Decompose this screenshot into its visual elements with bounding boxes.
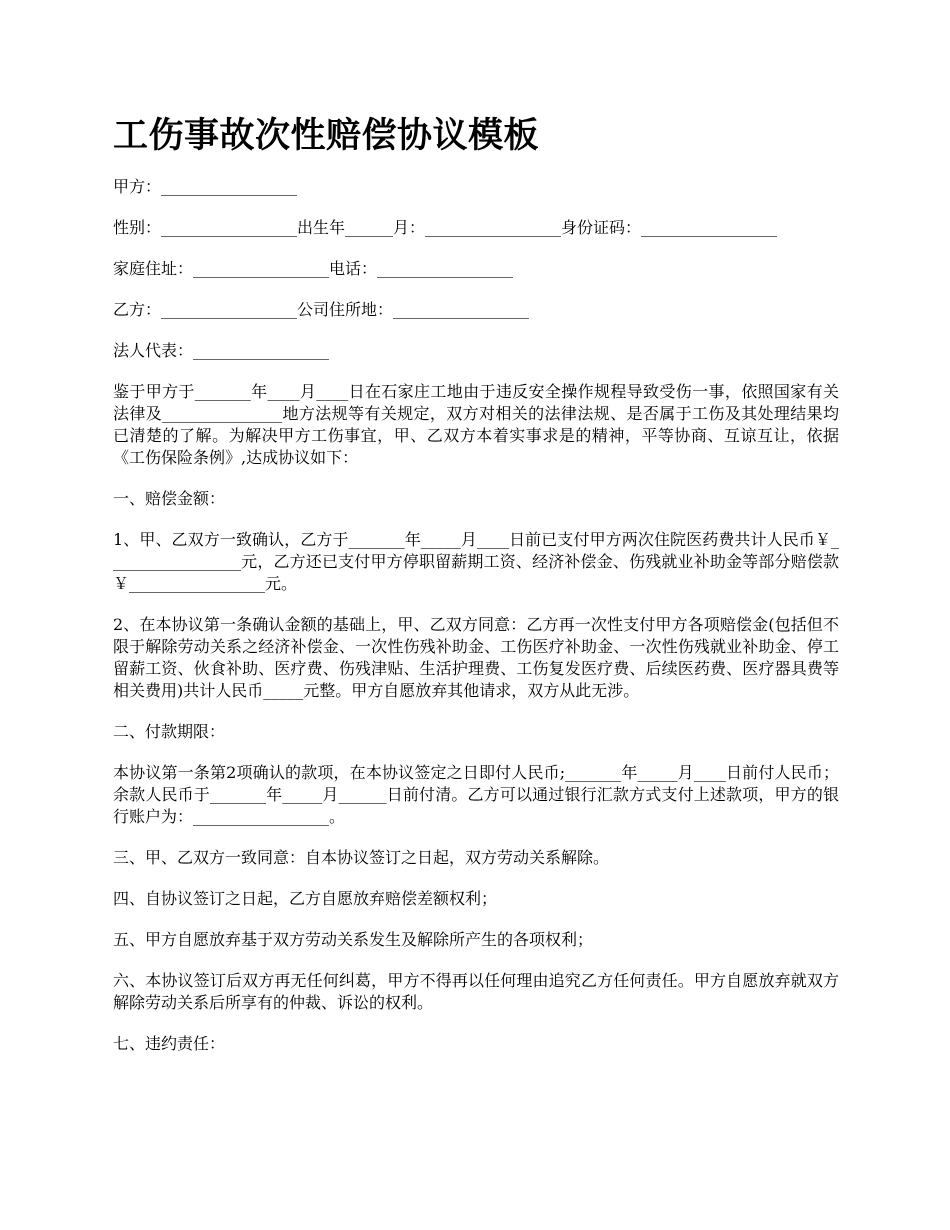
- section-heading-compensation: 一、赔偿金额：: [113, 489, 226, 508]
- party-a-address-line: 家庭住址：_________________电话：_________________: [113, 259, 514, 278]
- compensation-clause-2: 2、在本协议第一条确认金额的基础上，甲、乙双方同意：乙方再一次性支付甲方各项赔偿金(包括但不限于解除劳动关系之经济补偿金、一次性伤残补助金、工伤医疗补助金、一次性伤残就业补助金、停工留薪工资、伙食补助、医疗费、伤残津贴、生活护理费、工伤复发医疗费、后续医药费、医疗器具费等相关费用)共计人民币_____元整。甲方自愿放弃其他请求，双方从此无涉。: [113, 615, 839, 700]
- document-page: [113, 110, 839, 1074]
- clause-four: 四、自协议签订之日起，乙方自愿放弃赔偿差额权利；: [113, 889, 498, 908]
- payment-term-paragraph: 本协议第一条第2项确认的款项，在本协议签定之日即付人民币;_______年_____月____日前付人民币；余款人民币于_______年_____月______日前付清。乙方可以通过银行汇款方式支付上述款项，甲方的银行账户为：_________________。: [113, 763, 839, 826]
- document-title: 工伤事故次性赔偿协议模板: [113, 115, 540, 156]
- party-a-details-line: 性别：_________________出生年______月：_________________身份证码：_________________: [113, 218, 778, 237]
- compensation-clause-1: 1、甲、乙双方一致确认，乙方于_______年_____月____日前已支付甲方两次住院医药费共计人民币￥_________________元，乙方还已支付甲方停职留薪期工资、经济补偿金、伤残就业补助金等部分赔偿款￥_________________元。: [113, 530, 839, 593]
- legal-representative-line: 法人代表：_________________: [113, 341, 330, 360]
- party-a-line: 甲方：_________________: [113, 177, 298, 196]
- party-b-line: 乙方：_________________公司住所地：_________________: [113, 300, 530, 319]
- clause-six: 六、本协议签订后双方再无任何纠葛，甲方不得再以任何理由追究乙方任何责任。甲方自愿放弃就双方解除劳动关系后所享有的仲裁、诉讼的权利。: [113, 971, 839, 1012]
- clause-five: 五、甲方自愿放弃基于双方劳动关系发生及解除所产生的各项权利；: [113, 930, 594, 949]
- section-heading-payment-term: 二、付款期限：: [113, 722, 226, 741]
- clause-three: 三、甲、乙双方一致同意：自本协议签订之日起，双方劳动关系解除。: [113, 848, 610, 867]
- preamble-paragraph: 鉴于甲方于_______年____月____日在石家庄工地由于违反安全操作规程导致受伤一事，依照国家有关法律及_______________地方法规等有关规定，双方对相关的法律法规、是否属于工伤及其处理结果均已清楚的了解。为解决甲方工伤事宜，甲、乙双方本着实事求是的精神，平等协商、互谅互让，依据《工伤保险条例》,达成协议如下：: [113, 382, 839, 467]
- section-heading-breach: 七、违约责任：: [113, 1034, 226, 1053]
